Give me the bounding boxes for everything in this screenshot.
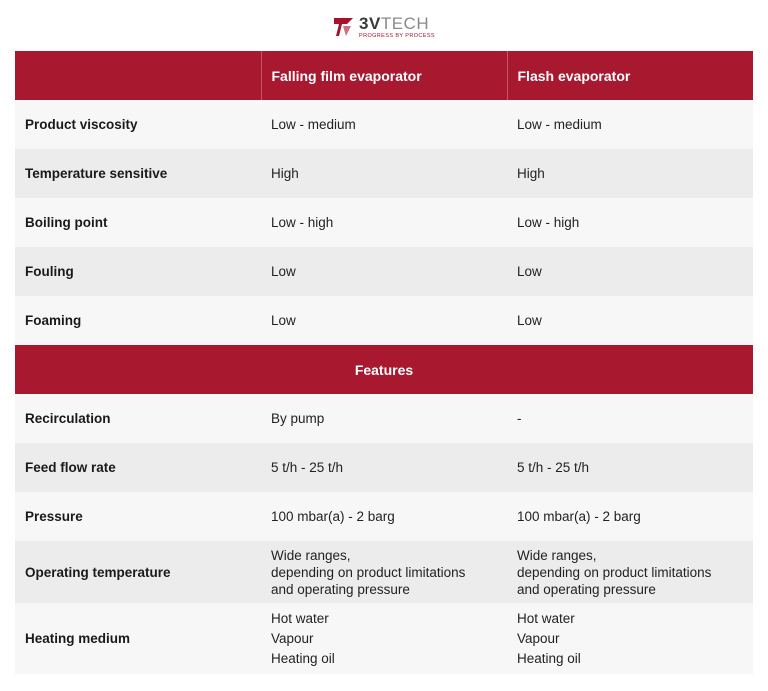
falling-film-value: Low - high: [261, 198, 507, 247]
logo-group: [333, 15, 435, 40]
header-flash-evaporator: Flash evaporator: [507, 51, 753, 100]
logo-brand-suffix: TECH: [380, 13, 430, 33]
cell-line: depending on product limitations: [517, 564, 712, 580]
table-row: [15, 492, 753, 541]
table-row: [15, 603, 753, 674]
row-label: Foaming: [15, 296, 261, 345]
table-row: [15, 296, 753, 345]
header-empty-cell: [15, 51, 261, 100]
section-title: Features: [15, 345, 753, 394]
comparison-table: [15, 51, 753, 674]
falling-film-value: 5 t/h - 25 t/h: [261, 443, 507, 492]
flash-value: [507, 541, 753, 603]
flash-value: 100 mbar(a) - 2 barg: [507, 492, 753, 541]
header-falling-film-evaporator: Falling film evaporator: [261, 51, 507, 100]
3v-tech-logo-icon: [333, 16, 355, 38]
flash-value: Low: [507, 247, 753, 296]
table-row: [15, 541, 753, 603]
cell-line: Hot water: [517, 610, 575, 626]
table-row: [15, 149, 753, 198]
cell-line: depending on product limitations: [271, 564, 466, 580]
flash-value: [507, 603, 753, 674]
cell-line: and operating pressure: [517, 581, 656, 597]
falling-film-value: High: [261, 149, 507, 198]
cell-line: Heating oil: [517, 650, 581, 666]
cell-line: Heating oil: [271, 650, 335, 666]
logo-brand-prefix: 3V: [359, 13, 381, 33]
cell-line: and operating pressure: [271, 581, 410, 597]
logo: [0, 12, 768, 42]
logo-brand: [359, 15, 435, 32]
row-label: Heating medium: [15, 603, 261, 674]
row-label: Recirculation: [15, 394, 261, 443]
row-label: Pressure: [15, 492, 261, 541]
logo-text: [359, 15, 435, 40]
row-label: Product viscosity: [15, 100, 261, 149]
table-header-row: [15, 51, 753, 100]
table-row: [15, 394, 753, 443]
table-row: [15, 100, 753, 149]
flash-value: Low: [507, 296, 753, 345]
flash-value: -: [507, 394, 753, 443]
falling-film-value: By pump: [261, 394, 507, 443]
falling-film-value: [261, 603, 507, 674]
table-row: [15, 198, 753, 247]
flash-value: 5 t/h - 25 t/h: [507, 443, 753, 492]
flash-value: Low - high: [507, 198, 753, 247]
falling-film-value: Low - medium: [261, 100, 507, 149]
falling-film-value: 100 mbar(a) - 2 barg: [261, 492, 507, 541]
table-row: [15, 443, 753, 492]
flash-value: High: [507, 149, 753, 198]
row-label: Temperature sensitive: [15, 149, 261, 198]
falling-film-value: [261, 541, 507, 603]
section-row-features: [15, 345, 753, 394]
table-row: [15, 247, 753, 296]
row-label: Operating temperature: [15, 541, 261, 603]
logo-tagline: PROGRESS BY PROCESS: [359, 32, 435, 39]
row-label: Fouling: [15, 247, 261, 296]
falling-film-value: Low: [261, 296, 507, 345]
cell-line: Vapour: [271, 630, 314, 646]
row-label: Feed flow rate: [15, 443, 261, 492]
cell-line: Wide ranges,: [517, 547, 597, 563]
cell-line: Wide ranges,: [271, 547, 351, 563]
row-label: Boiling point: [15, 198, 261, 247]
cell-line: Hot water: [271, 610, 329, 626]
falling-film-value: Low: [261, 247, 507, 296]
cell-line: Vapour: [517, 630, 560, 646]
flash-value: Low - medium: [507, 100, 753, 149]
